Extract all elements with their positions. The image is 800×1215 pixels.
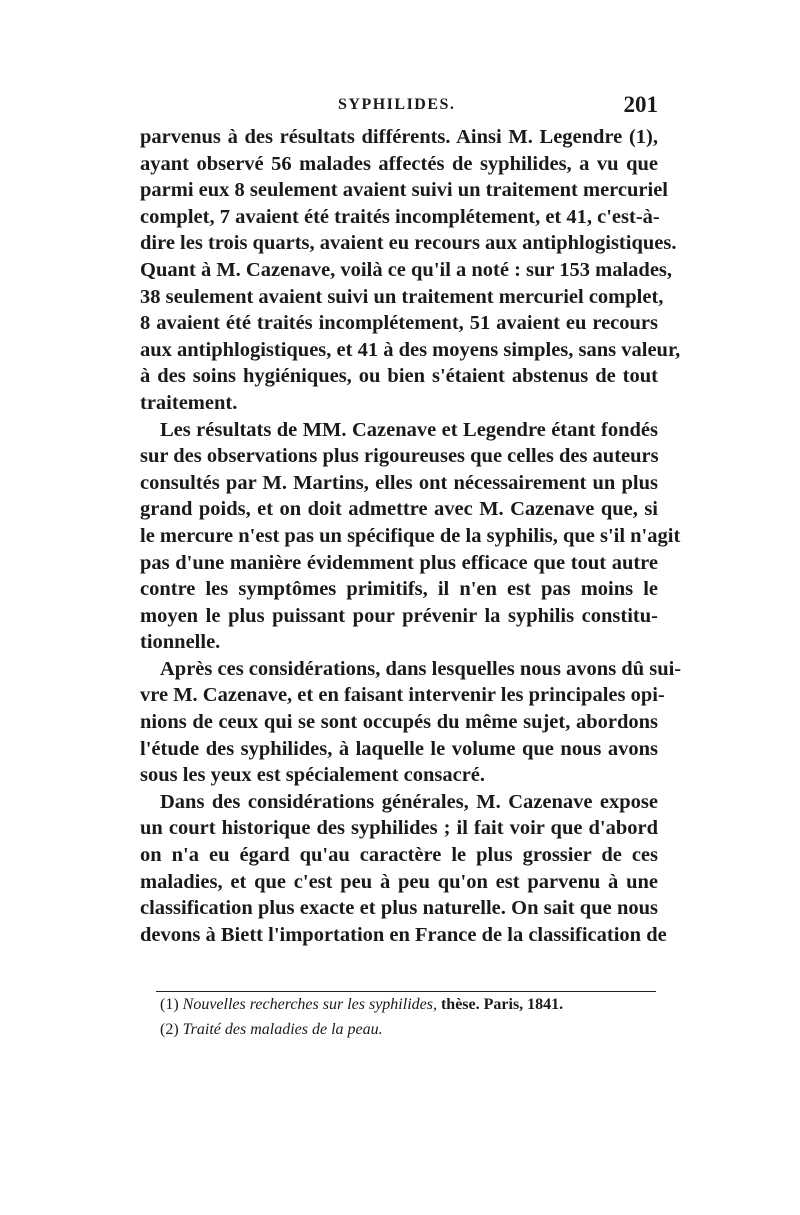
footnote-number: (1) <box>160 996 179 1013</box>
text-line: traitement. <box>140 391 238 414</box>
text-line: l'étude des syphilides, à laquelle le volume que nous avons <box>140 737 658 760</box>
text-line: 38 seulement avaient suivi un traitement mercuriel complet, <box>140 285 664 308</box>
footnotes <box>160 992 660 1042</box>
footnote-detail: thèse. Paris, 1841. <box>440 996 564 1013</box>
paragraph-1 <box>140 124 681 417</box>
text-line: complet, 7 avaient été traités incomplétement, et 41, c'est-à- <box>140 205 660 228</box>
running-title: SYPHILIDES. <box>338 96 456 113</box>
text-line: à des soins hygiéniques, ou bien s'étaient abstenus de tout <box>140 365 658 388</box>
text-line: parvenus à des résultats différents. Ainsi M. Legendre (1), <box>140 126 658 148</box>
text-line: grand poids, et on doit admettre avec M. Cazenave que, si <box>140 498 658 521</box>
body-text <box>140 124 682 948</box>
text-line: Après ces considérations, dans lesquelles nous avons dû sui- <box>160 657 682 680</box>
text-line: tionnelle. <box>140 631 221 654</box>
footnote-1 <box>160 992 660 1017</box>
text-line: le mercure n'est pas un spécifique de la syphilis, que s'il n'agit <box>140 524 681 547</box>
text-line: vre M. Cazenave, et en faisant intervenir les principales opi- <box>140 684 665 707</box>
text-line: ayant observé 56 malades affectés de syphilides, a vu que <box>140 152 658 175</box>
text-line: sous les yeux est spécialement consacré. <box>140 764 486 787</box>
footnote-title: Nouvelles recherches sur les syphilides, <box>182 996 437 1013</box>
text-line: Dans des considérations générales, M. Cazenave expose <box>160 790 658 813</box>
text-line: parmi eux 8 seulement avaient suivi un traitement mercuriel <box>140 179 668 202</box>
text-line: pas d'une manière évidemment plus efficace que tout autre <box>140 551 658 574</box>
page-number: 201 <box>623 92 658 117</box>
running-head <box>140 92 660 122</box>
text-line: contre les symptômes primitifs, il n'en est pas moins le <box>140 578 658 601</box>
text-line: consultés par M. Martins, elles ont nécessairement un plus <box>140 471 658 494</box>
text-line: devons à Biett l'importation en France de la classification de <box>140 923 667 946</box>
text-line: aux antiphlogistiques, et 41 à des moyens simples, sans valeur, <box>140 338 681 361</box>
text-line: 8 avaient été traités incomplétement, 51 avaient eu recours <box>140 312 658 335</box>
text-line: sur des observations plus rigoureuses que celles des auteurs <box>140 445 659 468</box>
footnote-title: Traité des maladies de la peau. <box>182 1021 383 1038</box>
text-line: Quant à M. Cazenave, voilà ce qu'il a noté : sur 153 malades, <box>140 258 673 281</box>
footnote-number: (2) <box>160 1021 179 1038</box>
text-line: Les résultats de MM. Cazenave et Legendre étant fondés <box>160 418 658 441</box>
text-line: un court historique des syphilides ; il fait voir que d'abord <box>140 817 658 840</box>
paragraph-4 <box>140 789 667 949</box>
text-line: classification plus exacte et plus naturelle. On sait que nous <box>140 897 658 920</box>
footnote-2 <box>160 1017 660 1042</box>
text-line: moyen le plus puissant pour prévenir la syphilis constitu- <box>140 604 658 627</box>
text-line: maladies, et que c'est peu à peu qu'on est parvenu à une <box>140 870 658 893</box>
text-line: on n'a eu égard qu'au caractère le plus grossier de ces <box>140 844 658 867</box>
paragraph-3 <box>140 656 682 789</box>
text-line: nions de ceux qui se sont occupés du même sujet, abordons <box>140 711 658 734</box>
text-line: dire les trois quarts, avaient eu recours aux antiphlogistiques. <box>140 232 677 255</box>
paragraph-2 <box>140 417 681 656</box>
